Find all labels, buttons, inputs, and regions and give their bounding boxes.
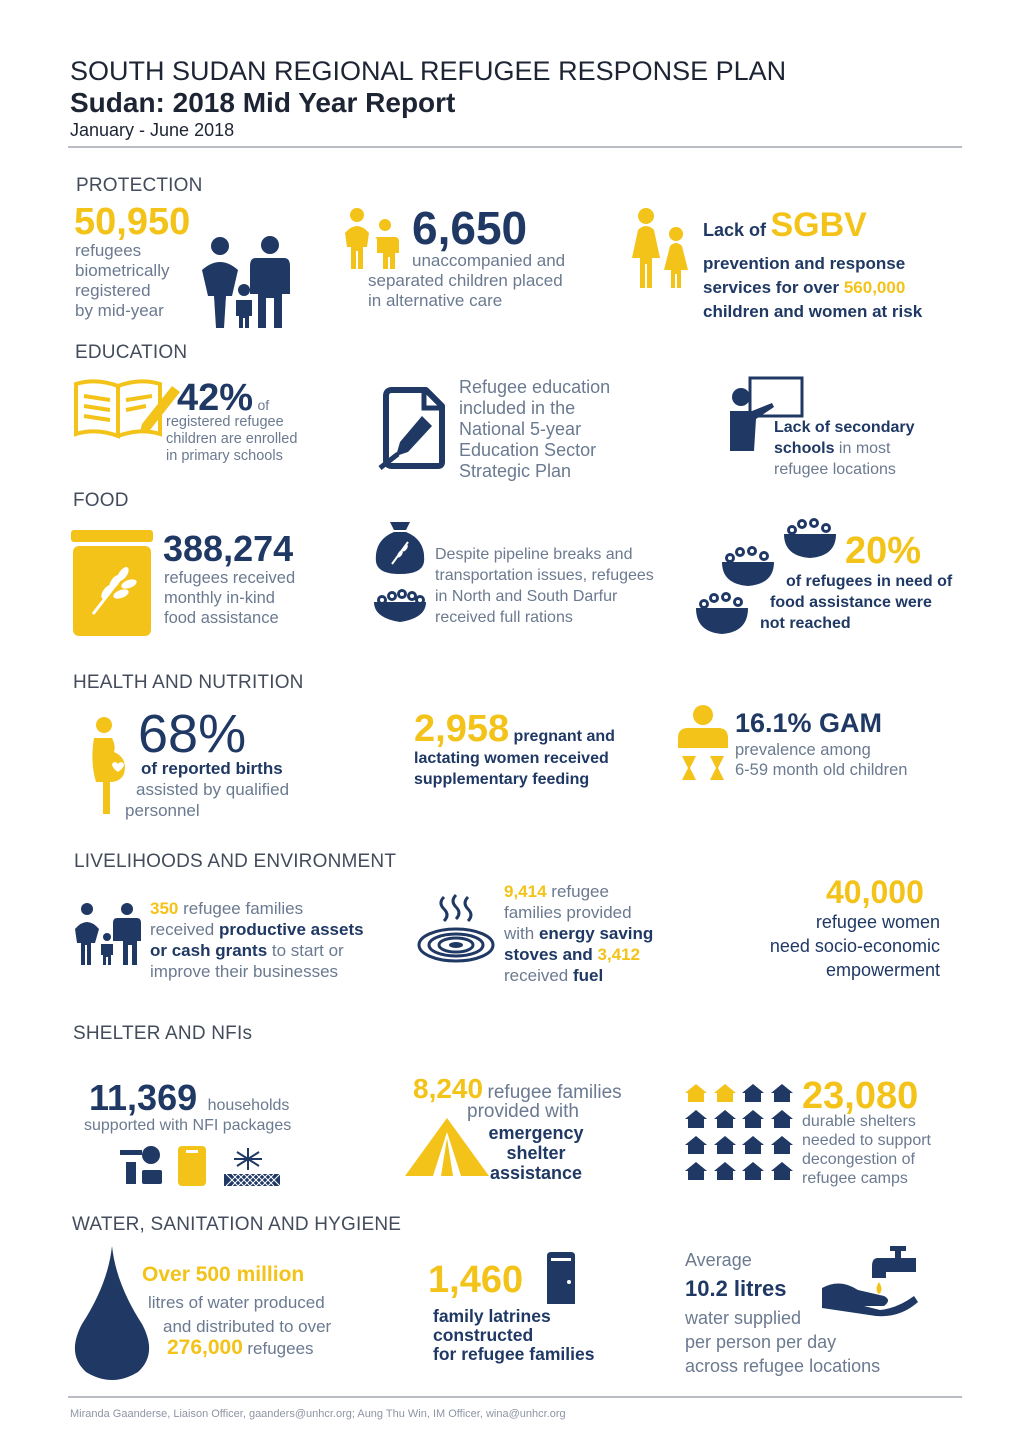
stat-value: 68%	[138, 704, 247, 764]
report-period-text: January - June 2018	[70, 120, 235, 140]
desc-line: for refugee families	[433, 1344, 595, 1364]
desc-line: and distributed to over	[163, 1317, 332, 1336]
stat-value: 2,958	[414, 708, 510, 750]
tap-hand-icon	[820, 1244, 920, 1318]
header-divider	[68, 146, 962, 148]
stat-value: 3,412	[597, 945, 641, 964]
stat-children-value	[412, 202, 528, 254]
stat-value: 16.1% GAM	[735, 708, 883, 738]
stat-registered-value	[74, 203, 190, 241]
desc-line: refugee families	[183, 899, 304, 918]
desc-line: services for over	[703, 278, 840, 297]
desc-line: refugees	[75, 241, 142, 260]
desc-line: with	[504, 924, 535, 943]
stat-value: 23,080	[802, 1075, 919, 1117]
stat-nfi	[89, 1077, 290, 1118]
desc-line: included in the	[459, 398, 576, 418]
stat-latrines-value	[428, 1261, 523, 1299]
desc-line: pregnant and	[513, 728, 615, 745]
stat-litres-value	[685, 1276, 787, 1302]
desc-line: supplementary feeding	[414, 771, 590, 788]
report-title-text: SOUTH SUDAN REGIONAL REFUGEE RESPONSE PLAN	[70, 56, 787, 86]
desc-line: Despite pipeline breaks and	[435, 546, 633, 563]
women-icon	[628, 208, 694, 290]
desc-line: separated children placed	[368, 271, 563, 290]
stat-full-rations-desc	[435, 544, 654, 628]
stat-food-value	[163, 528, 294, 569]
section-heading-wash	[72, 1214, 401, 1236]
desc-line: supported with NFI packages	[84, 1117, 292, 1134]
stat-assets	[150, 898, 364, 982]
houses-grid-icon	[684, 1082, 796, 1186]
desc-line: Refugee education	[459, 377, 611, 397]
pregnant-woman-icon	[86, 716, 130, 816]
stat-tent	[413, 1075, 622, 1104]
desc-line: food assistance	[164, 609, 279, 627]
section-heading-livelihoods	[74, 851, 396, 873]
desc-highlight: energy saving	[538, 924, 654, 943]
desc-line: emergency	[488, 1123, 584, 1143]
stat-latrines-desc	[433, 1307, 594, 1364]
desc-line: to start or	[271, 941, 344, 960]
stat-stoves	[504, 881, 653, 986]
desc-line: transportation issues, refugees	[435, 567, 654, 584]
stat-women-desc	[720, 910, 940, 982]
desc-line: needed to support	[802, 1132, 931, 1149]
document-pen-icon	[378, 386, 450, 470]
desc-line: refugee families	[487, 1082, 622, 1103]
section-heading-education	[75, 342, 187, 364]
desc-line: 6-59 month old children	[735, 761, 908, 779]
stat-gam-value	[735, 710, 882, 737]
stat-children-desc	[368, 251, 565, 311]
stat-value: 9,414	[504, 882, 547, 901]
desc-line: Average	[685, 1250, 752, 1270]
stat-value: 1,460	[428, 1259, 524, 1301]
desc-line: monthly in-kind	[164, 589, 275, 607]
report-subtitle	[70, 87, 455, 119]
stat-value: 8,240	[413, 1073, 484, 1104]
stat-registered-desc	[75, 241, 169, 321]
desc-line: of reported births	[141, 759, 283, 778]
stat-value: 20%	[845, 530, 922, 572]
nfi-items-icon	[120, 1144, 282, 1188]
desc-line: received	[504, 966, 569, 985]
stat-value: 50,950	[74, 201, 191, 243]
section-heading-text: SHELTER AND NFIs	[73, 1023, 253, 1044]
desc-line: of refugees in need of	[786, 573, 953, 590]
stat-litres-label	[685, 1250, 752, 1271]
section-heading-text: FOOD	[73, 490, 129, 511]
desc-line: families provided	[504, 903, 632, 922]
stat-enrolled	[177, 379, 269, 417]
desc-line: empowerment	[825, 960, 940, 980]
stat-value: 6,650	[412, 202, 528, 254]
stat-sgbv	[703, 205, 922, 324]
section-heading-protection	[76, 175, 203, 197]
desc-line: children are enrolled	[166, 431, 298, 447]
stat-nfi-desc	[84, 1117, 291, 1135]
desc-line: Strategic Plan	[459, 461, 572, 481]
stat-value: 11,369	[89, 1077, 198, 1118]
stat-births-desc	[125, 758, 289, 821]
desc-line: received	[150, 920, 215, 939]
stat-shelters-desc	[802, 1112, 931, 1188]
desc-line: personnel	[125, 801, 200, 820]
stat-value: 350	[150, 899, 179, 918]
desc-line: refugee women	[815, 912, 940, 932]
family-small-icon	[71, 903, 143, 967]
stat-shelters-value	[802, 1077, 918, 1115]
desc-line: refugee locations	[774, 461, 896, 478]
desc-line: per person per day	[685, 1332, 837, 1352]
stat-gam-desc	[735, 740, 907, 780]
stat-water-desc	[148, 1291, 331, 1339]
desc-line: children and women at risk	[703, 302, 923, 321]
grain-jar-icon	[71, 530, 153, 636]
stat-tent-desc	[476, 1123, 596, 1183]
stat-feeding	[414, 710, 615, 790]
report-subtitle-text: Sudan: 2018 Mid Year Report	[70, 87, 456, 118]
desc-line: family latrines	[433, 1306, 551, 1326]
desc-highlight: or cash grants	[150, 941, 268, 960]
desc-line: need socio-economic	[769, 936, 940, 956]
desc-line: in alternative care	[368, 291, 503, 310]
desc-line: in North and South Darfur	[435, 588, 618, 605]
desc-line: refugees	[247, 1339, 314, 1358]
stat-value: 10.2 litres	[685, 1276, 787, 1301]
desc-line: shelter	[506, 1143, 566, 1163]
desc-line: by mid-year	[75, 301, 164, 320]
stat-suffix: of	[257, 397, 270, 413]
section-heading-shelter	[73, 1023, 252, 1045]
desc-line: biometrically	[75, 261, 170, 280]
footer-credits	[70, 1408, 566, 1420]
stat-water-value	[142, 1263, 304, 1287]
desc-line: prevention and response	[703, 254, 906, 273]
section-heading-text: EDUCATION	[75, 342, 188, 363]
desc-line: unaccompanied and	[412, 251, 566, 270]
report-title	[70, 56, 786, 87]
desc-line: durable shelters	[802, 1113, 916, 1130]
desc-line: provided with	[467, 1101, 579, 1122]
section-heading-text: WATER, SANITATION AND HYGIENE	[72, 1214, 402, 1235]
section-heading-text: PROTECTION	[76, 175, 203, 196]
section-heading-text: HEALTH AND NUTRITION	[73, 672, 304, 693]
stat-water-line3	[167, 1336, 314, 1360]
stat-women-value	[826, 876, 924, 908]
desc-line: water supplied	[685, 1308, 802, 1328]
desc-highlight: productive assets	[219, 920, 364, 939]
desc-line: refugee	[551, 882, 609, 901]
stat-value: 40,000	[826, 874, 924, 910]
desc-line: constructed	[433, 1325, 534, 1345]
desc-line: not reached	[760, 615, 851, 632]
family-icon	[186, 236, 294, 330]
section-heading-text: LIVELIHOODS AND ENVIRONMENT	[74, 851, 397, 872]
desc-line: improve their businesses	[150, 962, 339, 981]
latrine-icon	[545, 1250, 577, 1306]
desc-line: across refugee locations	[685, 1356, 881, 1376]
stat-value: 388,274	[163, 528, 294, 569]
stat-value: SGBV	[770, 206, 867, 244]
desc-line: prevalence among	[735, 741, 871, 759]
stat-secondary-schools	[774, 417, 915, 480]
stat-education-plan-desc	[459, 377, 610, 482]
stat-food-desc	[164, 568, 295, 628]
desc-highlight: fuel	[573, 966, 604, 985]
stat-not-reached-desc	[760, 571, 952, 634]
section-heading-health	[73, 672, 304, 694]
desc-line: refugee camps	[802, 1170, 908, 1187]
stat-not-reached-value	[845, 532, 921, 570]
stat-value: 42%	[177, 377, 254, 419]
desc-line: refugees received	[164, 569, 296, 587]
stat-highlight: 560,000	[843, 278, 906, 297]
grain-sack-icon	[372, 518, 428, 626]
desc-line: assistance	[489, 1163, 583, 1183]
desc-line: assisted by qualified	[136, 780, 290, 799]
stat-value: 276,000	[167, 1336, 243, 1359]
desc-highlight: stoves and	[504, 945, 593, 964]
footer-credits-text: Miranda Gaanderse, Liaison Officer, gaanders@unhcr.org; Aung Thu Win, IM Officer, wina@unhcr.org	[70, 1408, 566, 1420]
stat-prefix: Lack of	[703, 220, 767, 240]
desc-line: food assistance were	[770, 594, 932, 611]
desc-line: in primary schools	[166, 448, 283, 464]
stat-births-value	[138, 704, 247, 764]
desc-line: Lack of secondary	[774, 419, 915, 436]
stove-icon	[416, 893, 496, 965]
child-icon	[674, 704, 732, 784]
desc-line: registered refugee	[166, 414, 284, 430]
footer-divider	[68, 1396, 962, 1398]
desc-line: households	[207, 1097, 290, 1114]
desc-line: in most	[838, 440, 891, 457]
desc-line: registered	[75, 281, 151, 300]
desc-line: National 5-year	[459, 419, 582, 439]
desc-line: lactating women received	[414, 750, 609, 767]
water-drop-icon	[72, 1244, 152, 1382]
report-period	[70, 120, 234, 141]
desc-line: litres of water produced	[148, 1293, 325, 1312]
section-heading-food	[73, 490, 129, 512]
desc-line: received full rations	[435, 609, 573, 626]
desc-line: Education Sector	[459, 440, 597, 460]
desc-line: schools	[774, 440, 835, 457]
desc-line: decongestion of	[802, 1151, 915, 1168]
stat-tent-line2	[467, 1101, 579, 1123]
stat-value: Over 500 million	[142, 1263, 305, 1286]
stat-enrolled-desc	[166, 414, 297, 465]
